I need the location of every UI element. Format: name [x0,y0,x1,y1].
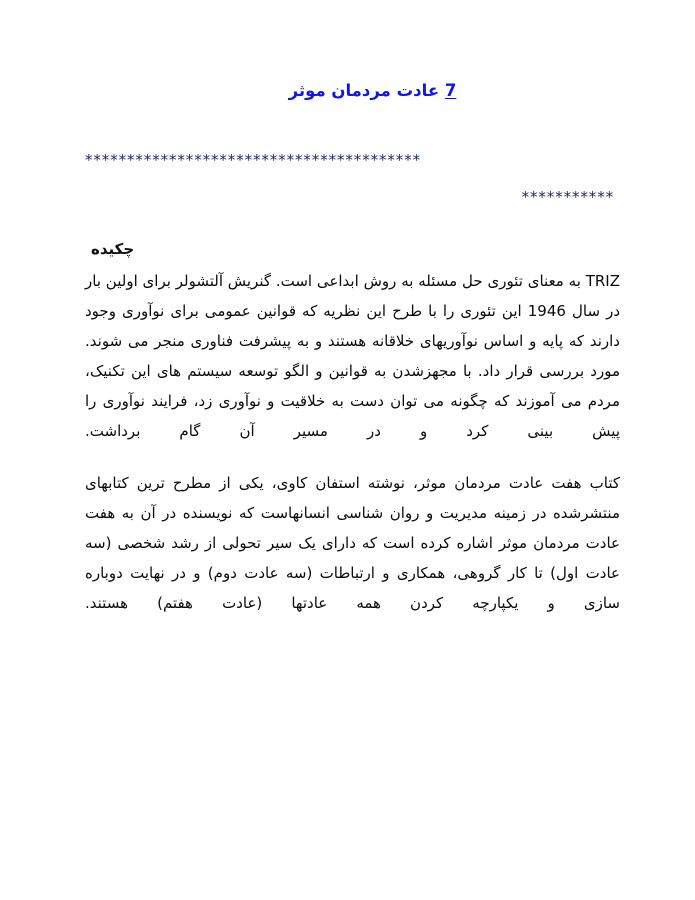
title-number: 7 [444,81,457,100]
abstract-heading: چکیده [91,239,135,258]
asterisk-line-2: *********** [521,188,614,207]
asterisk-separator [85,142,620,216]
abstract-paragraph: TRIZ به معنای تئوری حل مسئله به روش ابداعی است. گنریش آلتشولر برای اولین بار در سال 1946 این تئوری را با طرح این نظریه که قوانین عمومی برای نوآوری وجود دارند که پایه و اساس نوآوریهای خلاقانه هستند و به پیشرفت فناوری منجر می شوند. مورد بررسی قرار داد. با مجهزشدن به قوانین و الگو توسعه سیستم های این تکنیک، مردم می آموزند که چگونه می توان دست به خلاقیت و نوآوری زد، فرایند نوآوری را پیش بینی کرد و در مسیر آن گام برداشت. [85,272,621,441]
document-content [85,78,620,618]
book-paragraph: کتاب هفت عادت مردمان موثر، نوشته استفان کاوی، یکی از مطرح ترین کتابهای منتشرشده در زمینه مدیریت و روان شناسی انسانهاست که نویسنده در آن به هفت عادت مردمان موثر اشاره کرده است که دارای یک سیر تحولی از رشد شخصی (سه عادت اول) تا کار گروهی، همکاری و ارتباطات (سه عادت دوم) و در نهایت دوباره سازی و یکپارچه کردن همه عادتها (عادت هفتم) هستند. [85,474,620,613]
asterisk-line-1: **************************************** [85,151,421,170]
page-title [85,78,620,104]
title-text: عادت مردمان موثر [288,81,445,100]
